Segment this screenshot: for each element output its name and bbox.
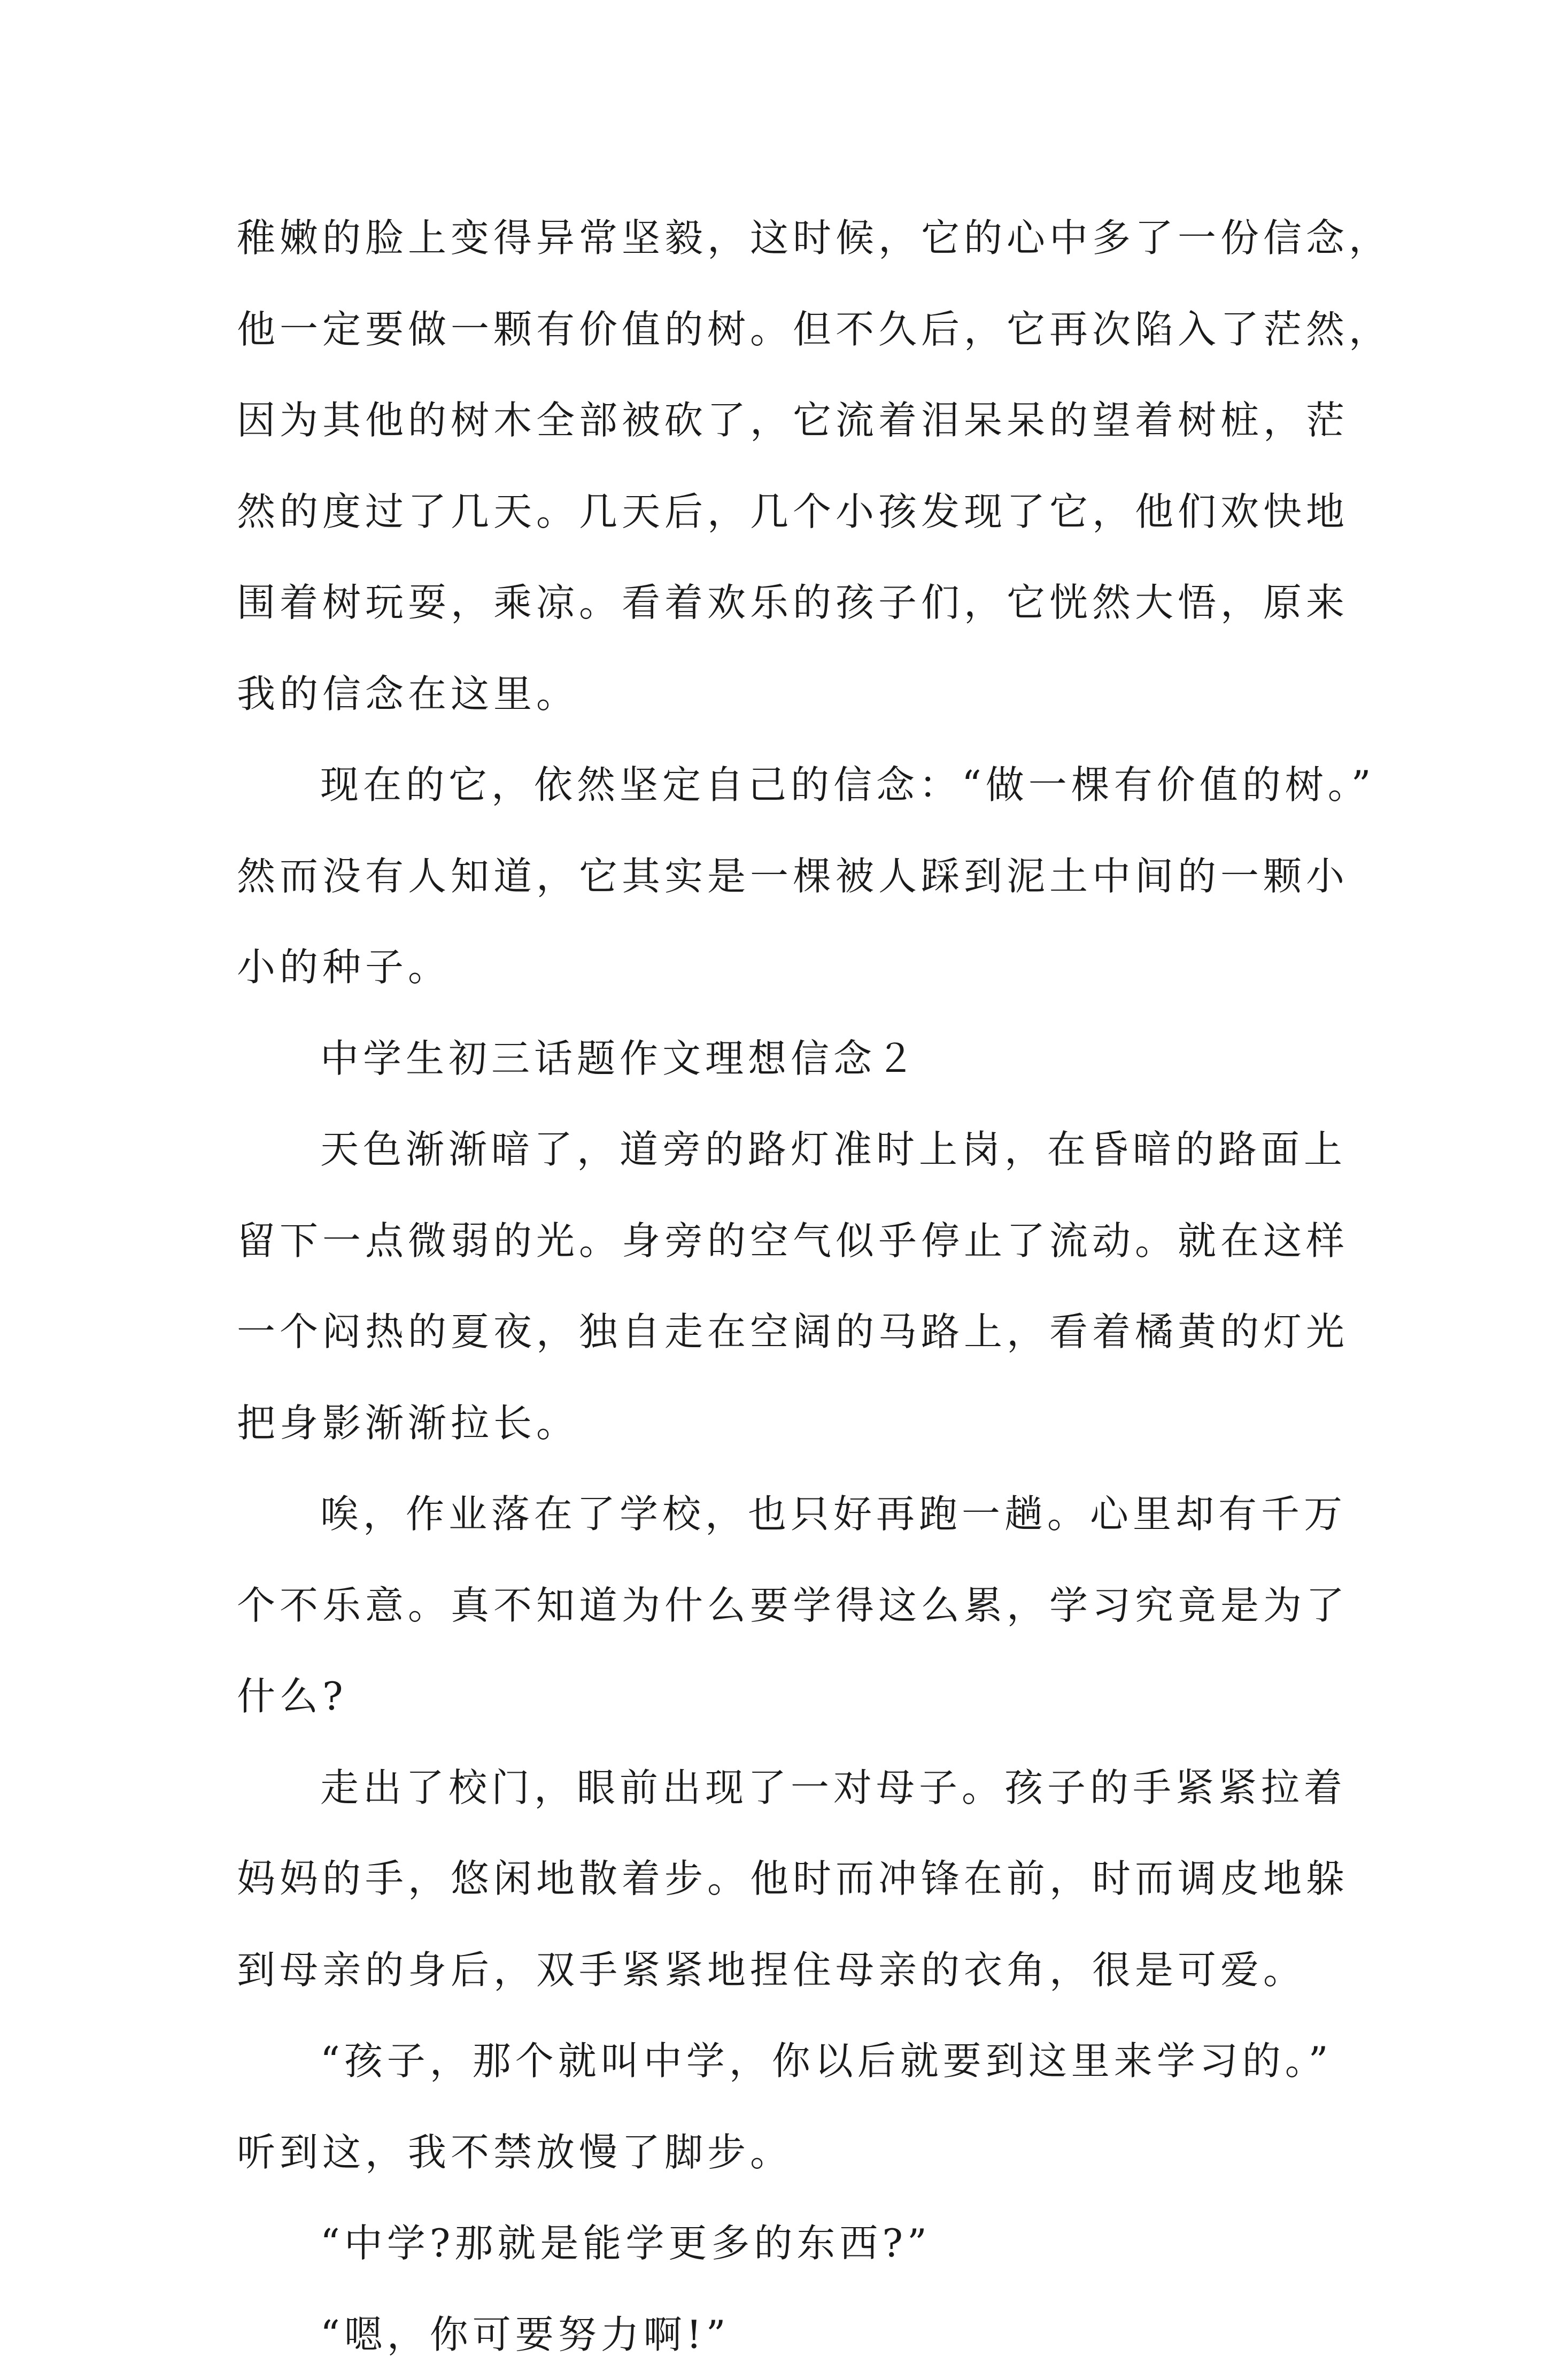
paragraph-first-line: 走出了校门，眼前出现了一对母子。孩子的手紧紧拉着 [237,1742,1365,1834]
text-line: 留下一点微弱的光。身旁的空气似乎停止了流动。就在这样 [237,1195,1365,1287]
text-line: 稚嫩的脸上变得异常坚毅，这时候，它的心中多了一份信念， [237,192,1365,284]
text-line: 一个闷热的夏夜，独自走在空阔的马路上，看着橘黄的灯光 [237,1286,1365,1378]
paragraph-first-line: 现在的它，依然坚定自己的信念：“做一棵有价值的树。” [237,739,1365,831]
text-line: 到母亲的身后，双手紧紧地捏住母亲的衣角，很是可爱。 [237,1925,1365,2016]
text-line: 小的种子。 [237,922,1365,1013]
text-line: 然而没有人知道，它其实是一棵被人踩到泥土中间的一颗小 [237,831,1365,922]
text-line: 什么? [237,1651,1365,1742]
text-line: 因为其他的树木全部被砍了，它流着泪呆呆的望着树桩，茫 [237,375,1365,466]
paragraph-first-line: 唉，作业落在了学校，也只好再跑一趟。心里却有千万 [237,1469,1365,1560]
dialogue-line: “中学?那就是能学更多的东西?” [237,2198,1365,2289]
essay-body [237,192,1365,2380]
text-line: 然的度过了几天。几天后，几个小孩发现了它，他们欢快地 [237,466,1365,558]
text-line: 妈妈的手，悠闲地散着步。他时而冲锋在前，时而调皮地躲 [237,1833,1365,1925]
text-line: 个不乐意。真不知道为什么要学得这么累，学习究竟是为了 [237,1560,1365,1651]
text-line: 我的信念在这里。 [237,648,1365,740]
dialogue-line: “孩子，那个就叫中学，你以后就要到这里来学习的。” [237,2015,1365,2107]
text-line: 围着树玩耍，乘凉。看着欢乐的孩子们，它恍然大悟，原来 [237,557,1365,648]
dialogue-line: “嗯，你可要努力啊!” [237,2289,1365,2380]
text-line: 听到这，我不禁放慢了脚步。 [237,2107,1365,2198]
paragraph-first-line: 天色渐渐暗了，道旁的路灯准时上岗，在昏暗的路面上 [237,1104,1365,1195]
text-line: 把身影渐渐拉长。 [237,1378,1365,1469]
section-heading: 中学生初三话题作文理想信念２ [237,1013,1365,1104]
text-line: 他一定要做一颗有价值的树。但不久后，它再次陷入了茫然， [237,284,1365,375]
